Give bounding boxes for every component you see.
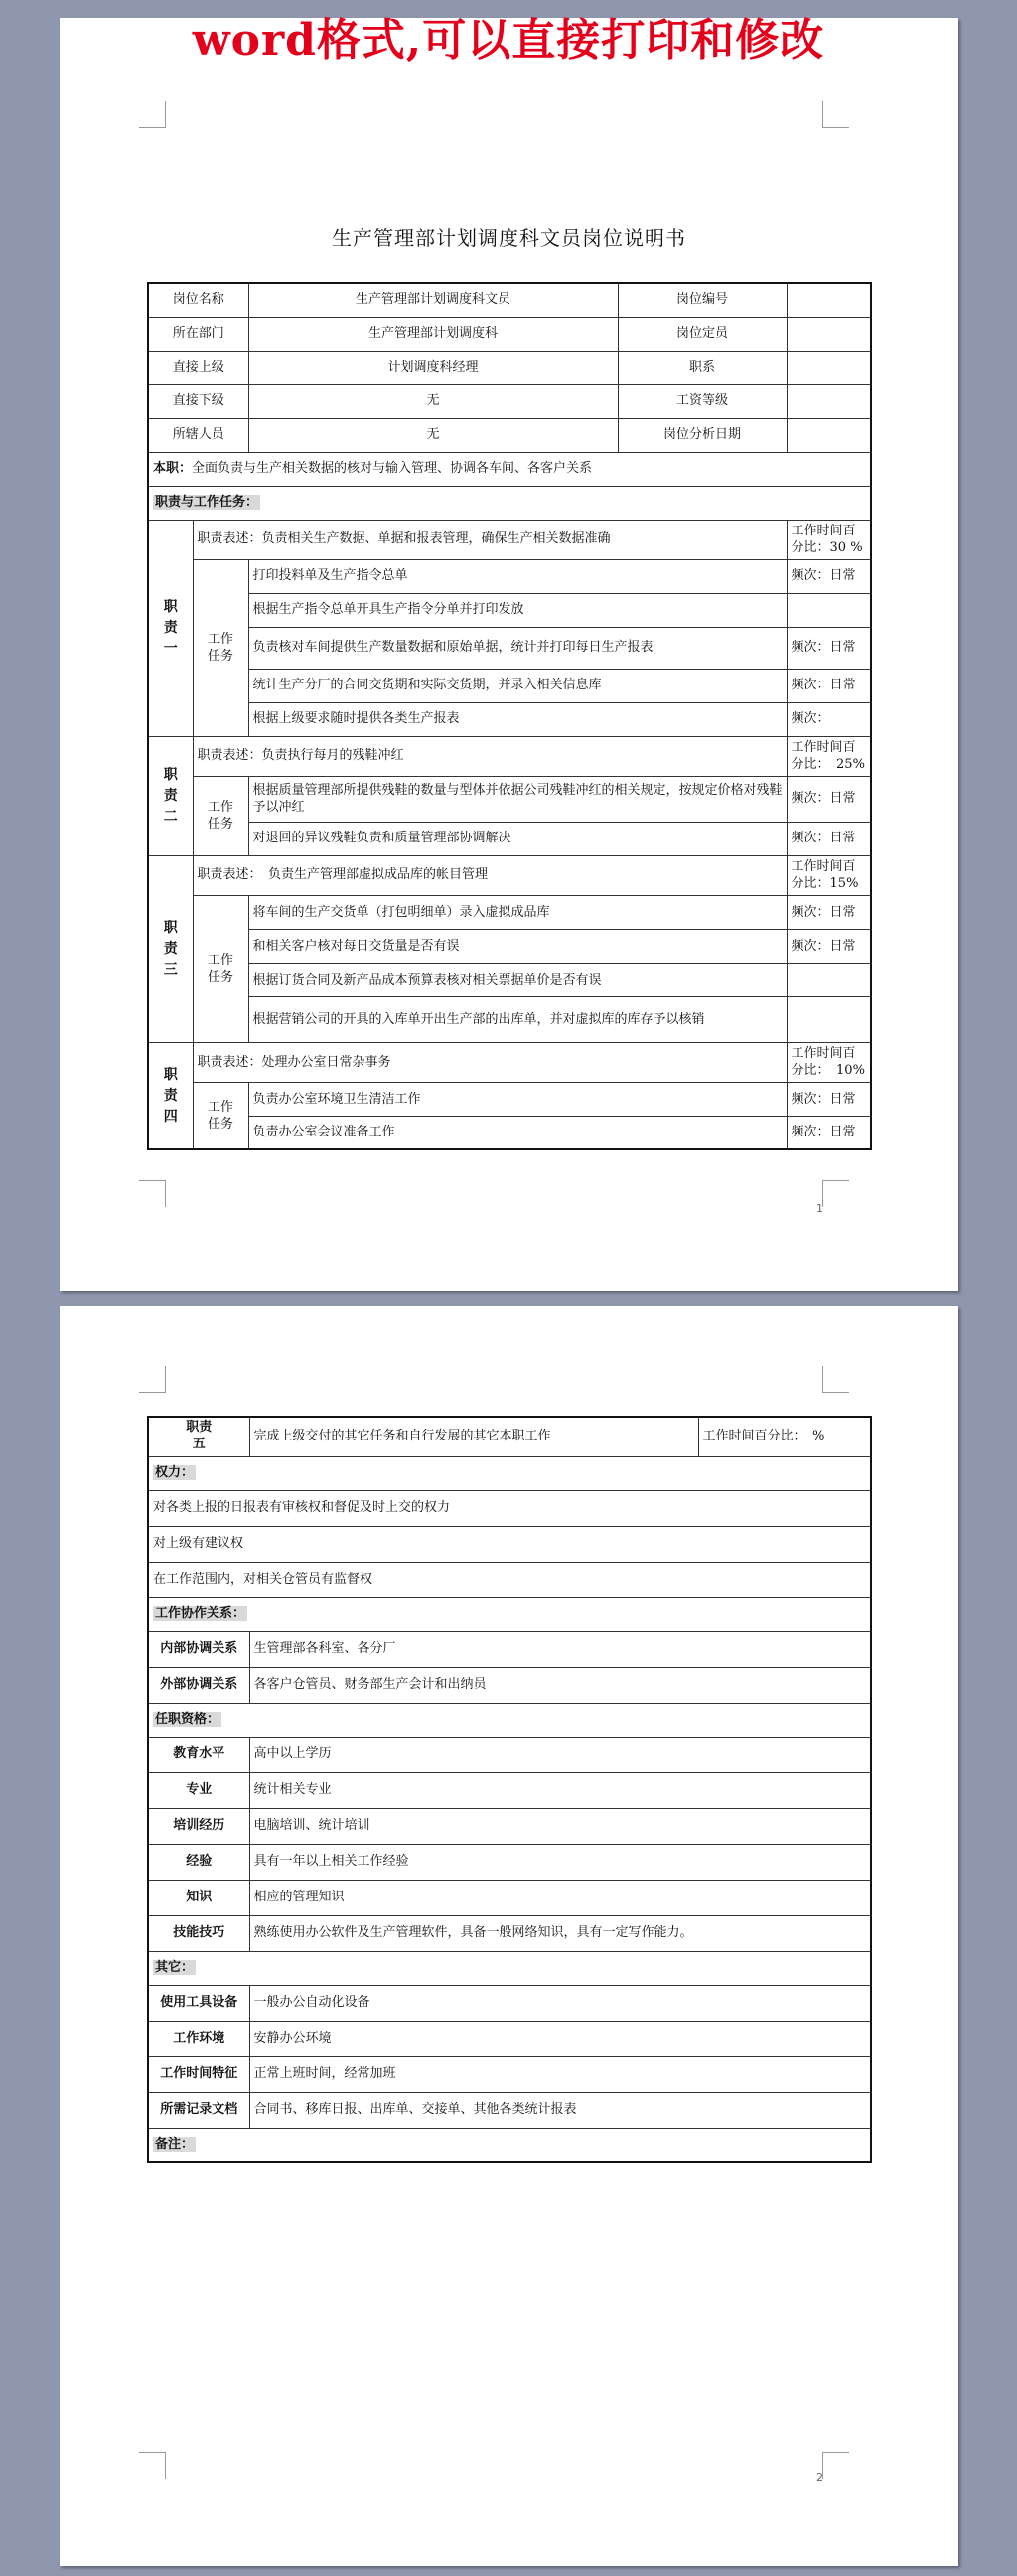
relation-row xyxy=(148,1667,871,1703)
task-frequency: 频次：日常 xyxy=(787,627,871,669)
other-label: 工作环境 xyxy=(148,2021,249,2056)
relations-header-label: 工作协作关系： xyxy=(155,1606,246,1622)
task-frequency: 频次：日常 xyxy=(787,776,871,822)
mission-cell xyxy=(148,452,871,486)
task-label xyxy=(193,559,248,736)
other-label: 工作时间特征 xyxy=(148,2056,249,2092)
info-label: 岗位名称 xyxy=(148,283,248,317)
info-value xyxy=(787,283,871,317)
qualification-label: 知识 xyxy=(148,1880,249,1915)
crop-mark xyxy=(822,2452,849,2479)
relation-label: 外部协调关系 xyxy=(148,1667,249,1703)
duty-description: 职责表述：负责执行每月的残鞋冲红 xyxy=(193,736,787,776)
page-number: 1 xyxy=(816,1202,823,1215)
task-frequency: 频次：日常 xyxy=(787,895,871,929)
section-header-row xyxy=(148,486,871,520)
qualification-value: 具有一年以上相关工作经验 xyxy=(249,1844,871,1880)
task-frequency: 频次：日常 xyxy=(787,929,871,963)
crop-mark xyxy=(139,2452,166,2479)
duty-label xyxy=(148,736,193,855)
task-label-text: 工作任务 xyxy=(208,952,234,985)
duty-desc-row xyxy=(148,520,871,559)
duty-desc-row xyxy=(148,855,871,895)
qualification-label: 经验 xyxy=(148,1844,249,1880)
info-label: 直接下级 xyxy=(148,384,248,418)
qualifications-header-cell xyxy=(148,1703,871,1737)
task-text: 统计生产分厂的合同交货期和实际交货期，并录入相关信息库 xyxy=(248,669,787,702)
task-frequency: 频次：日常 xyxy=(787,669,871,702)
task-row xyxy=(148,776,871,822)
task-label-text: 工作任务 xyxy=(208,799,234,833)
task-frequency xyxy=(787,963,871,996)
task-label-text: 工作任务 xyxy=(208,631,234,665)
other-header-cell xyxy=(148,1951,871,1985)
authority-row xyxy=(148,1526,871,1562)
duty5-row xyxy=(148,1417,871,1456)
info-row xyxy=(148,317,871,351)
task-text: 负责办公室会议准备工作 xyxy=(248,1116,787,1149)
mission-label: 本职： xyxy=(153,461,193,477)
page-number: 2 xyxy=(816,2471,823,2484)
document-title: 生产管理部计划调度科文员岗位说明书 xyxy=(332,227,686,250)
authority-header-label: 权力： xyxy=(155,1465,195,1481)
qualification-row xyxy=(148,1772,871,1808)
task-row xyxy=(148,963,871,996)
crop-mark xyxy=(139,101,166,128)
qualification-value: 高中以上学历 xyxy=(249,1737,871,1772)
mission-text: 全面负责与生产相关数据的核对与输入管理、协调各车间、各客户关系 xyxy=(192,461,593,477)
other-row xyxy=(148,2092,871,2128)
info-value xyxy=(787,384,871,418)
duty-time-percent: 工作时间百分比： % xyxy=(698,1417,871,1456)
crop-mark xyxy=(139,1366,166,1393)
info-label: 岗位定员 xyxy=(618,317,787,351)
task-frequency: 频次：日常 xyxy=(787,822,871,855)
qualification-label: 专业 xyxy=(148,1772,249,1808)
watermark-banner: word格式,可以直接打印和修改 xyxy=(192,15,825,66)
info-label: 岗位编号 xyxy=(618,283,787,317)
qualification-row xyxy=(148,1844,871,1880)
qualification-value: 熟练使用办公软件及生产管理软件，具备一般网络知识，具有一定写作能力。 xyxy=(249,1915,871,1951)
mission-row xyxy=(148,452,871,486)
job-description-table-continued xyxy=(147,1416,872,2163)
relation-value: 各客户仓管员、财务部生产会计和出纳员 xyxy=(249,1667,871,1703)
notes-header-label: 备注： xyxy=(155,2136,195,2152)
task-row xyxy=(148,593,871,627)
task-row xyxy=(148,627,871,669)
duty-label xyxy=(148,520,193,736)
qualification-value: 相应的管理知识 xyxy=(249,1880,871,1915)
task-text: 根据生产指令总单开具生产指令分单并打印发放 xyxy=(248,593,787,627)
relation-value: 生管理部各科室、各分厂 xyxy=(249,1631,871,1667)
qualifications-header-label: 任职资格： xyxy=(155,1712,220,1728)
authority-row xyxy=(148,1490,871,1526)
qualification-row xyxy=(148,1737,871,1772)
task-text: 根据质量管理部所提供残鞋的数量与型体并依据公司残鞋冲红的相关规定，按规定价格对残鞋予以冲红 xyxy=(248,776,787,822)
info-row xyxy=(148,418,871,452)
task-text: 负责核对车间提供生产数量数据和原始单据，统计并打印每日生产报表 xyxy=(248,627,787,669)
duty-time-percent: 工作时间百分比： 25% xyxy=(787,736,871,776)
task-frequency: 频次： xyxy=(787,702,871,736)
other-row xyxy=(148,2056,871,2092)
authority-header-cell xyxy=(148,1456,871,1490)
document-page-2 xyxy=(60,1306,958,2566)
qualification-row xyxy=(148,1880,871,1915)
task-frequency xyxy=(787,996,871,1042)
relations-header xyxy=(148,1597,871,1631)
info-label: 直接上级 xyxy=(148,351,248,384)
task-text: 根据订货合同及新产品成本预算表核对相关票据单价是否有误 xyxy=(248,963,787,996)
task-label-text: 工作任务 xyxy=(208,1099,234,1133)
task-row xyxy=(148,996,871,1042)
relation-row xyxy=(148,1631,871,1667)
other-value: 正常上班时间，经常加班 xyxy=(249,2056,871,2092)
other-row xyxy=(148,1985,871,2021)
task-text: 根据营销公司的开具的入库单开出生产部的出库单，并对虚拟库的库存予以核销 xyxy=(248,996,787,1042)
task-row xyxy=(148,929,871,963)
task-label xyxy=(193,895,248,1042)
notes-header-cell xyxy=(148,2128,871,2162)
task-row xyxy=(148,1116,871,1149)
other-value: 一般办公自动化设备 xyxy=(249,1985,871,2021)
relations-header-cell xyxy=(148,1597,871,1631)
other-header-label: 其它： xyxy=(155,1960,195,1976)
other-row xyxy=(148,2021,871,2056)
relation-label: 内部协调关系 xyxy=(148,1631,249,1667)
info-label: 工资等级 xyxy=(618,384,787,418)
qualification-row xyxy=(148,1915,871,1951)
info-row xyxy=(148,384,871,418)
authority-item: 对各类上报的日报表有审核权和督促及时上交的权力 xyxy=(148,1490,871,1526)
task-row xyxy=(148,822,871,855)
crop-mark xyxy=(822,1366,849,1393)
task-text: 负责办公室环境卫生清洁工作 xyxy=(248,1082,787,1116)
info-row xyxy=(148,283,871,317)
qualification-label: 培训经历 xyxy=(148,1808,249,1844)
task-frequency: 频次：日常 xyxy=(787,1116,871,1149)
other-label: 使用工具设备 xyxy=(148,1985,249,2021)
duty-time-percent: 工作时间百分比：30 % xyxy=(787,520,871,559)
job-description-table xyxy=(147,282,872,1150)
task-row xyxy=(148,702,871,736)
duty-description: 职责表述：处理办公室日常杂事务 xyxy=(193,1042,787,1082)
task-row xyxy=(148,1082,871,1116)
task-frequency: 频次：日常 xyxy=(787,559,871,593)
task-row xyxy=(148,895,871,929)
info-label: 所在部门 xyxy=(148,317,248,351)
task-label xyxy=(193,776,248,855)
duty-desc-row xyxy=(148,736,871,776)
duty-label xyxy=(148,1042,193,1149)
duty-desc-row xyxy=(148,1042,871,1082)
task-text: 对退回的异议残鞋负责和质量管理部协调解决 xyxy=(248,822,787,855)
duty-description: 职责表述： 负责生产管理部虚拟成品库的帐目管理 xyxy=(193,855,787,895)
info-value: 生产管理部计划调度科 xyxy=(248,317,618,351)
task-row xyxy=(148,559,871,593)
authority-item: 在工作范围内，对相关仓管员有监督权 xyxy=(148,1562,871,1597)
duty-label-text: 职责二 xyxy=(163,766,178,825)
task-label xyxy=(193,1082,248,1149)
crop-mark xyxy=(822,1180,849,1207)
info-value: 无 xyxy=(248,418,618,452)
info-value: 计划调度科经理 xyxy=(248,351,618,384)
qualification-value: 统计相关专业 xyxy=(249,1772,871,1808)
other-value: 安静办公环境 xyxy=(249,2021,871,2056)
info-row xyxy=(148,351,871,384)
info-value xyxy=(787,418,871,452)
document-page-1 xyxy=(60,18,958,1291)
other-value: 合同书、移库日报、出库单、交接单、其他各类统计报表 xyxy=(249,2092,871,2128)
info-label: 所辖人员 xyxy=(148,418,248,452)
duty-label xyxy=(148,855,193,1042)
duty-description: 职责表述：负责相关生产数据、单据和报表管理，确保生产相关数据准确 xyxy=(193,520,787,559)
duty-description: 完成上级交付的其它任务和自行发展的其它本职工作 xyxy=(249,1417,698,1456)
qualification-label: 教育水平 xyxy=(148,1737,249,1772)
authority-header xyxy=(148,1456,871,1490)
duty-time-percent: 工作时间百分比： 10% xyxy=(787,1042,871,1082)
duties-header: 职责与工作任务： xyxy=(155,495,259,511)
duty-time-percent: 工作时间百分比：15% xyxy=(787,855,871,895)
info-label: 岗位分析日期 xyxy=(618,418,787,452)
authority-row xyxy=(148,1562,871,1597)
info-value xyxy=(787,351,871,384)
notes-header xyxy=(148,2128,871,2162)
task-text: 打印投料单及生产指令总单 xyxy=(248,559,787,593)
qualification-row xyxy=(148,1808,871,1844)
task-text: 根据上级要求随时提供各类生产报表 xyxy=(248,702,787,736)
task-row xyxy=(148,669,871,702)
other-label: 所需记录文档 xyxy=(148,2092,249,2128)
task-text: 和相关客户核对每日交货量是否有误 xyxy=(248,929,787,963)
task-frequency xyxy=(787,593,871,627)
duties-header-cell xyxy=(148,486,871,520)
qualification-label: 技能技巧 xyxy=(148,1915,249,1951)
duty-label xyxy=(148,1417,249,1456)
other-header xyxy=(148,1951,871,1985)
task-text: 将车间的生产交货单（打包明细单）录入虚拟成品库 xyxy=(248,895,787,929)
info-value: 生产管理部计划调度科文员 xyxy=(248,283,618,317)
crop-mark xyxy=(822,101,849,128)
duty-label-text: 职责三 xyxy=(163,919,178,978)
crop-mark xyxy=(139,1180,166,1207)
duty-label-text: 职责五 xyxy=(186,1420,213,1452)
info-value: 无 xyxy=(248,384,618,418)
duty-label-text: 职责四 xyxy=(163,1066,178,1125)
info-value xyxy=(787,317,871,351)
task-frequency: 频次：日常 xyxy=(787,1082,871,1116)
authority-item: 对上级有建议权 xyxy=(148,1526,871,1562)
qualifications-header xyxy=(148,1703,871,1737)
info-label: 职系 xyxy=(618,351,787,384)
duty-label-text: 职责一 xyxy=(163,598,178,657)
qualification-value: 电脑培训、统计培训 xyxy=(249,1808,871,1844)
